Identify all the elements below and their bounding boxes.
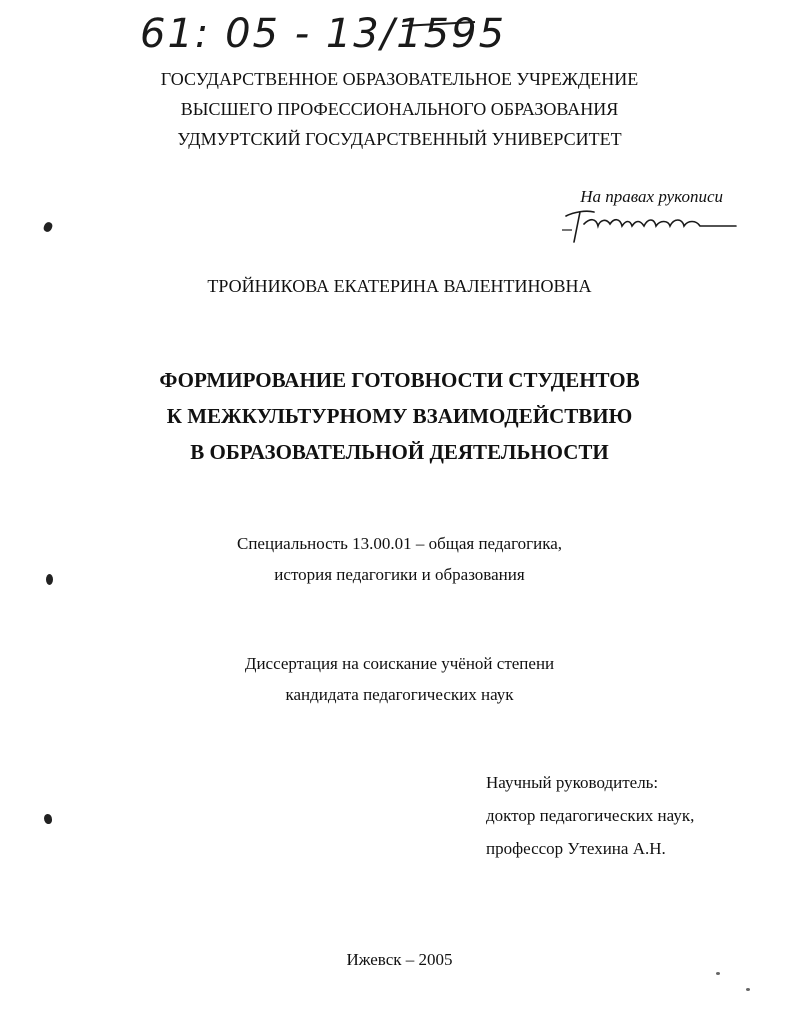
scientific-advisor	[486, 766, 694, 865]
handwritten-archive-number-text: 61: 05 - 13/1595	[140, 11, 507, 57]
specialty-line-1: Специальность 13.00.01 – общая педагогика,	[237, 534, 562, 553]
binding-mark	[46, 574, 53, 585]
institution-line-2: ВЫСШЕГО ПРОФЕССИОНАЛЬНОГО ОБРАЗОВАНИЯ	[180, 99, 619, 119]
binding-mark	[43, 221, 54, 233]
institution-header	[0, 64, 799, 154]
specialty	[0, 528, 799, 590]
institution-line-1: ГОСУДАРСТВЕННОЕ ОБРАЗОВАТЕЛЬНОЕ УЧРЕЖДЕНИЕ	[160, 69, 639, 89]
advisor-name: профессор Утехина А.Н.	[486, 839, 666, 858]
dissertation-title	[0, 362, 799, 470]
advisor-label: Научный руководитель:	[486, 773, 659, 792]
scan-speck	[746, 988, 750, 991]
degree-line-1: Диссертация на соискание учёной степени	[244, 654, 555, 673]
title-line-1: ФОРМИРОВАНИЕ ГОТОВНОСТИ СТУДЕНТОВ	[159, 368, 640, 392]
degree-line-2: кандидата педагогических наук	[285, 685, 514, 704]
title-line-3: В ОБРАЗОВАТЕЛЬНОЙ ДЕЯТЕЛЬНОСТИ	[190, 440, 609, 464]
scan-speck	[716, 972, 720, 975]
author-name: ТРОЙНИКОВА ЕКАТЕРИНА ВАЛЕНТИНОВНА	[207, 276, 592, 296]
author-signature	[560, 204, 740, 246]
degree-statement	[0, 648, 799, 710]
handwritten-underline	[140, 6, 480, 68]
advisor-degree: доктор педагогических наук,	[486, 806, 695, 825]
institution-line-3: УДМУРТСКИЙ ГОСУДАРСТВЕННЫЙ УНИВЕРСИТЕТ	[177, 129, 622, 149]
manuscript-rights-label: На правах рукописи	[580, 187, 723, 206]
handwritten-archive-number	[140, 6, 507, 68]
title-line-2: К МЕЖКУЛЬТУРНОМУ ВЗАИМОДЕЙСТВИЮ	[166, 404, 633, 428]
binding-mark	[44, 814, 52, 824]
city-year: Ижевск – 2005	[346, 950, 453, 969]
specialty-line-2: история педагогики и образования	[274, 565, 525, 584]
